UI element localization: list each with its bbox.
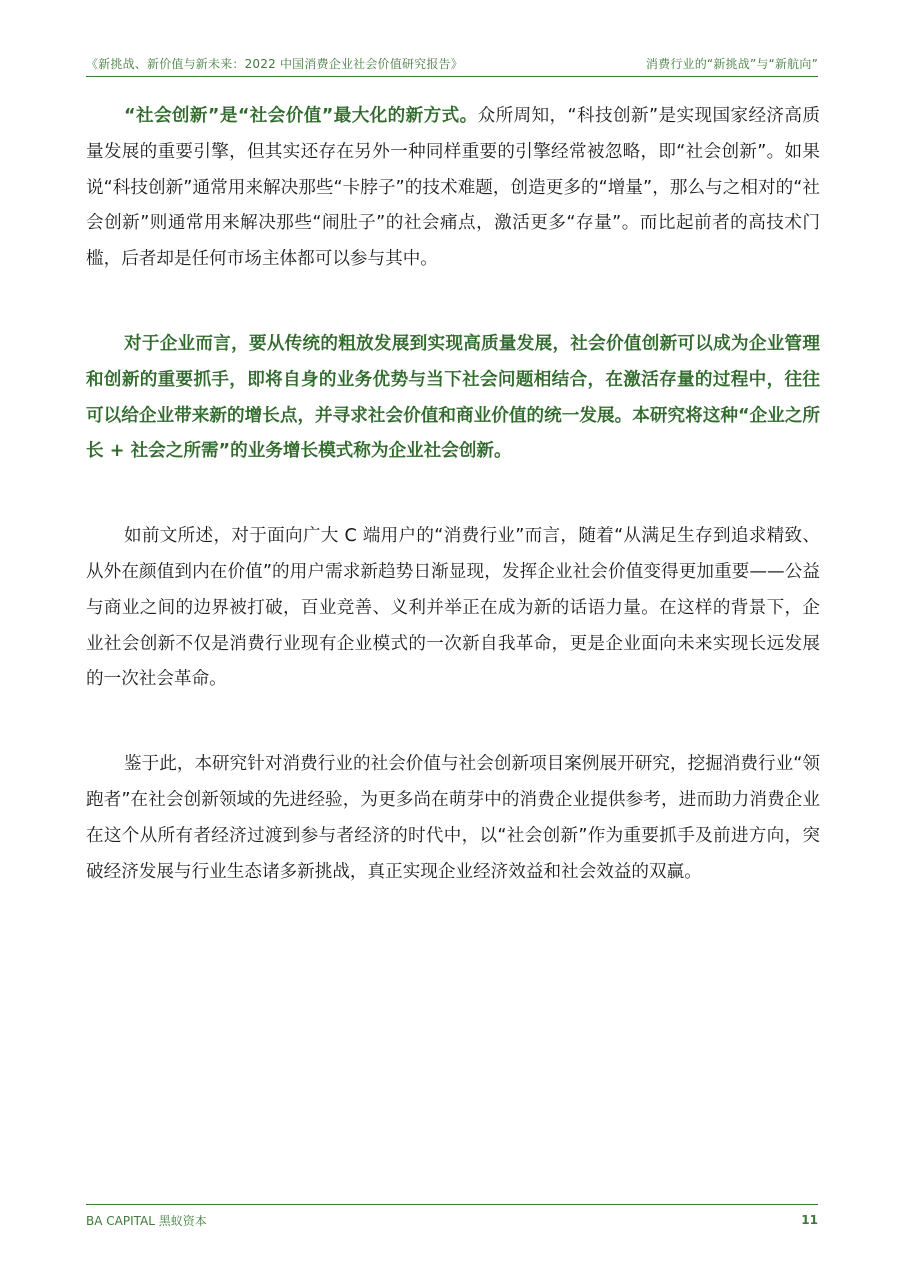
paragraph-consumer-industry: 如前文所述，对于面向广大 C 端用户的“消费行业”而言，随着“从满足生存到追求精致、从外在颜值到内在价值”的用户需求新趋势日渐显现，发挥企业社会价值变得更加重要——公益与商业之间的边界被打破，百业竞善、义利并举正在成为新的话语力量。在这样的背景下，企业社会创新不仅是消费行业现有企业模式的一次新自我革命，更是企业面向未来实现长远发展的一次社会革命。 [86,526,820,690]
paragraph-body: 众所周知，“科技创新”是实现国家经济高质量发展的重要引擎，但其实还存在另外一种同样重要的引擎经常被忽略，即“社会创新”。如果说“科技创新”通常用来解决那些“卡脖子”的技术难题，创造更多的“增量”，那么与之相对的“社会创新”则通常用来解决那些“闹肚子”的社会痛点，激活更多“存量”。而比起前者的高技术门槛，后者却是任何市场主体都可以参与其中。 [86,106,820,270]
main-content [86,99,820,890]
paragraph-enterprise-highlight: 对于企业而言，要从传统的粗放发展到实现高质量发展，社会价值创新可以成为企业管理和创新的重要抓手，即将自身的业务优势与当下社会问题相结合，在激活存量的过程中，往往可以给企业带来新的增长点，并寻求社会价值和商业价值的统一发展。本研究将这种“企业之所长 + 社会之所需”的业务增长模式称为企业社会创新。 [86,333,820,462]
header-divider [86,76,818,77]
page-number: 11 [801,1213,818,1227]
section-title: 消费行业的“新挑战”与“新航向” [645,56,818,71]
paragraph-social-innovation [86,99,820,278]
page-header [86,52,818,74]
paragraph-lead-statement: “社会创新”是“社会价值”最大化的新方式。 [124,106,478,126]
report-title: 《新挑战、新价值与新未来：2022 中国消费企业社会价值研究报告》 [86,56,463,71]
page-footer [86,1210,818,1230]
footer-divider [86,1204,818,1205]
brand-name: BA CAPITAL 黑蚁资本 [86,1213,207,1228]
paragraph-research-purpose: 鉴于此，本研究针对消费行业的社会价值与社会创新项目案例展开研究，挖掘消费行业“领跑者”在社会创新领域的先进经验，为更多尚在萌芽中的消费企业提供参考，进而助力消费企业在这个从所有者经济过渡到参与者经济的时代中，以“社会创新”作为重要抓手及前进方向，突破经济发展与行业生态诸多新挑战，真正实现企业经济效益和社会效益的双赢。 [86,754,820,882]
